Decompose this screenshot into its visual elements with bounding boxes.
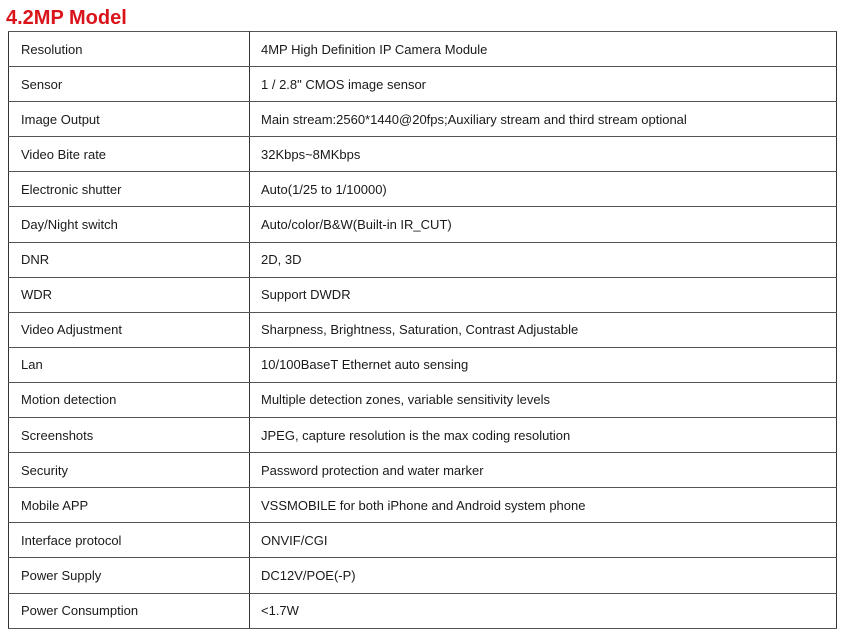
spec-label: Image Output (9, 102, 250, 137)
spec-label: WDR (9, 277, 250, 312)
spec-value: VSSMOBILE for both iPhone and Android system phone (250, 488, 837, 523)
spec-value: Main stream:2560*1440@20fps;Auxiliary stream and third stream optional (250, 102, 837, 137)
page-title: 4.2MP Model (6, 7, 127, 29)
spec-value: ONVIF/CGI (250, 523, 837, 558)
spec-value: JPEG, capture resolution is the max coding resolution (250, 418, 837, 453)
spec-value: Auto(1/25 to 1/10000) (250, 172, 837, 207)
spec-label: DNR (9, 242, 250, 277)
table-row (9, 67, 837, 102)
table-row (9, 382, 837, 417)
table-row (9, 207, 837, 242)
spec-value: 1 / 2.8" CMOS image sensor (250, 67, 837, 102)
spec-label: Sensor (9, 67, 250, 102)
spec-label: Video Adjustment (9, 312, 250, 347)
table-row (9, 453, 837, 488)
spec-label: Interface protocol (9, 523, 250, 558)
table-row (9, 523, 837, 558)
spec-value: Password protection and water marker (250, 453, 837, 488)
spec-value: Sharpness, Brightness, Saturation, Contrast Adjustable (250, 312, 837, 347)
table-row (9, 558, 837, 593)
spec-value: <1.7W (250, 593, 837, 628)
spec-value: Auto/color/B&W(Built-in IR_CUT) (250, 207, 837, 242)
table-row (9, 137, 837, 172)
spec-value: DC12V/POE(-P) (250, 558, 837, 593)
table-row (9, 347, 837, 382)
table-row (9, 488, 837, 523)
spec-label: Power Consumption (9, 593, 250, 628)
spec-label: Day/Night switch (9, 207, 250, 242)
table-row (9, 172, 837, 207)
spec-value: 10/100BaseT Ethernet auto sensing (250, 347, 837, 382)
spec-value: Multiple detection zones, variable sensitivity levels (250, 382, 837, 417)
spec-value: Support DWDR (250, 277, 837, 312)
spec-label: Mobile APP (9, 488, 250, 523)
spec-label: Resolution (9, 32, 250, 67)
table-row (9, 593, 837, 628)
table-row (9, 418, 837, 453)
table-row (9, 312, 837, 347)
spec-label: Video Bite rate (9, 137, 250, 172)
spec-label: Power Supply (9, 558, 250, 593)
spec-label: Lan (9, 347, 250, 382)
spec-table (8, 31, 837, 629)
spec-value: 4MP High Definition IP Camera Module (250, 32, 837, 67)
spec-label: Screenshots (9, 418, 250, 453)
spec-label: Security (9, 453, 250, 488)
spec-label: Electronic shutter (9, 172, 250, 207)
table-row (9, 242, 837, 277)
table-row (9, 32, 837, 67)
spec-value: 32Kbps~8MKbps (250, 137, 837, 172)
spec-value: 2D, 3D (250, 242, 837, 277)
table-row (9, 277, 837, 312)
spec-label: Motion detection (9, 382, 250, 417)
table-row (9, 102, 837, 137)
